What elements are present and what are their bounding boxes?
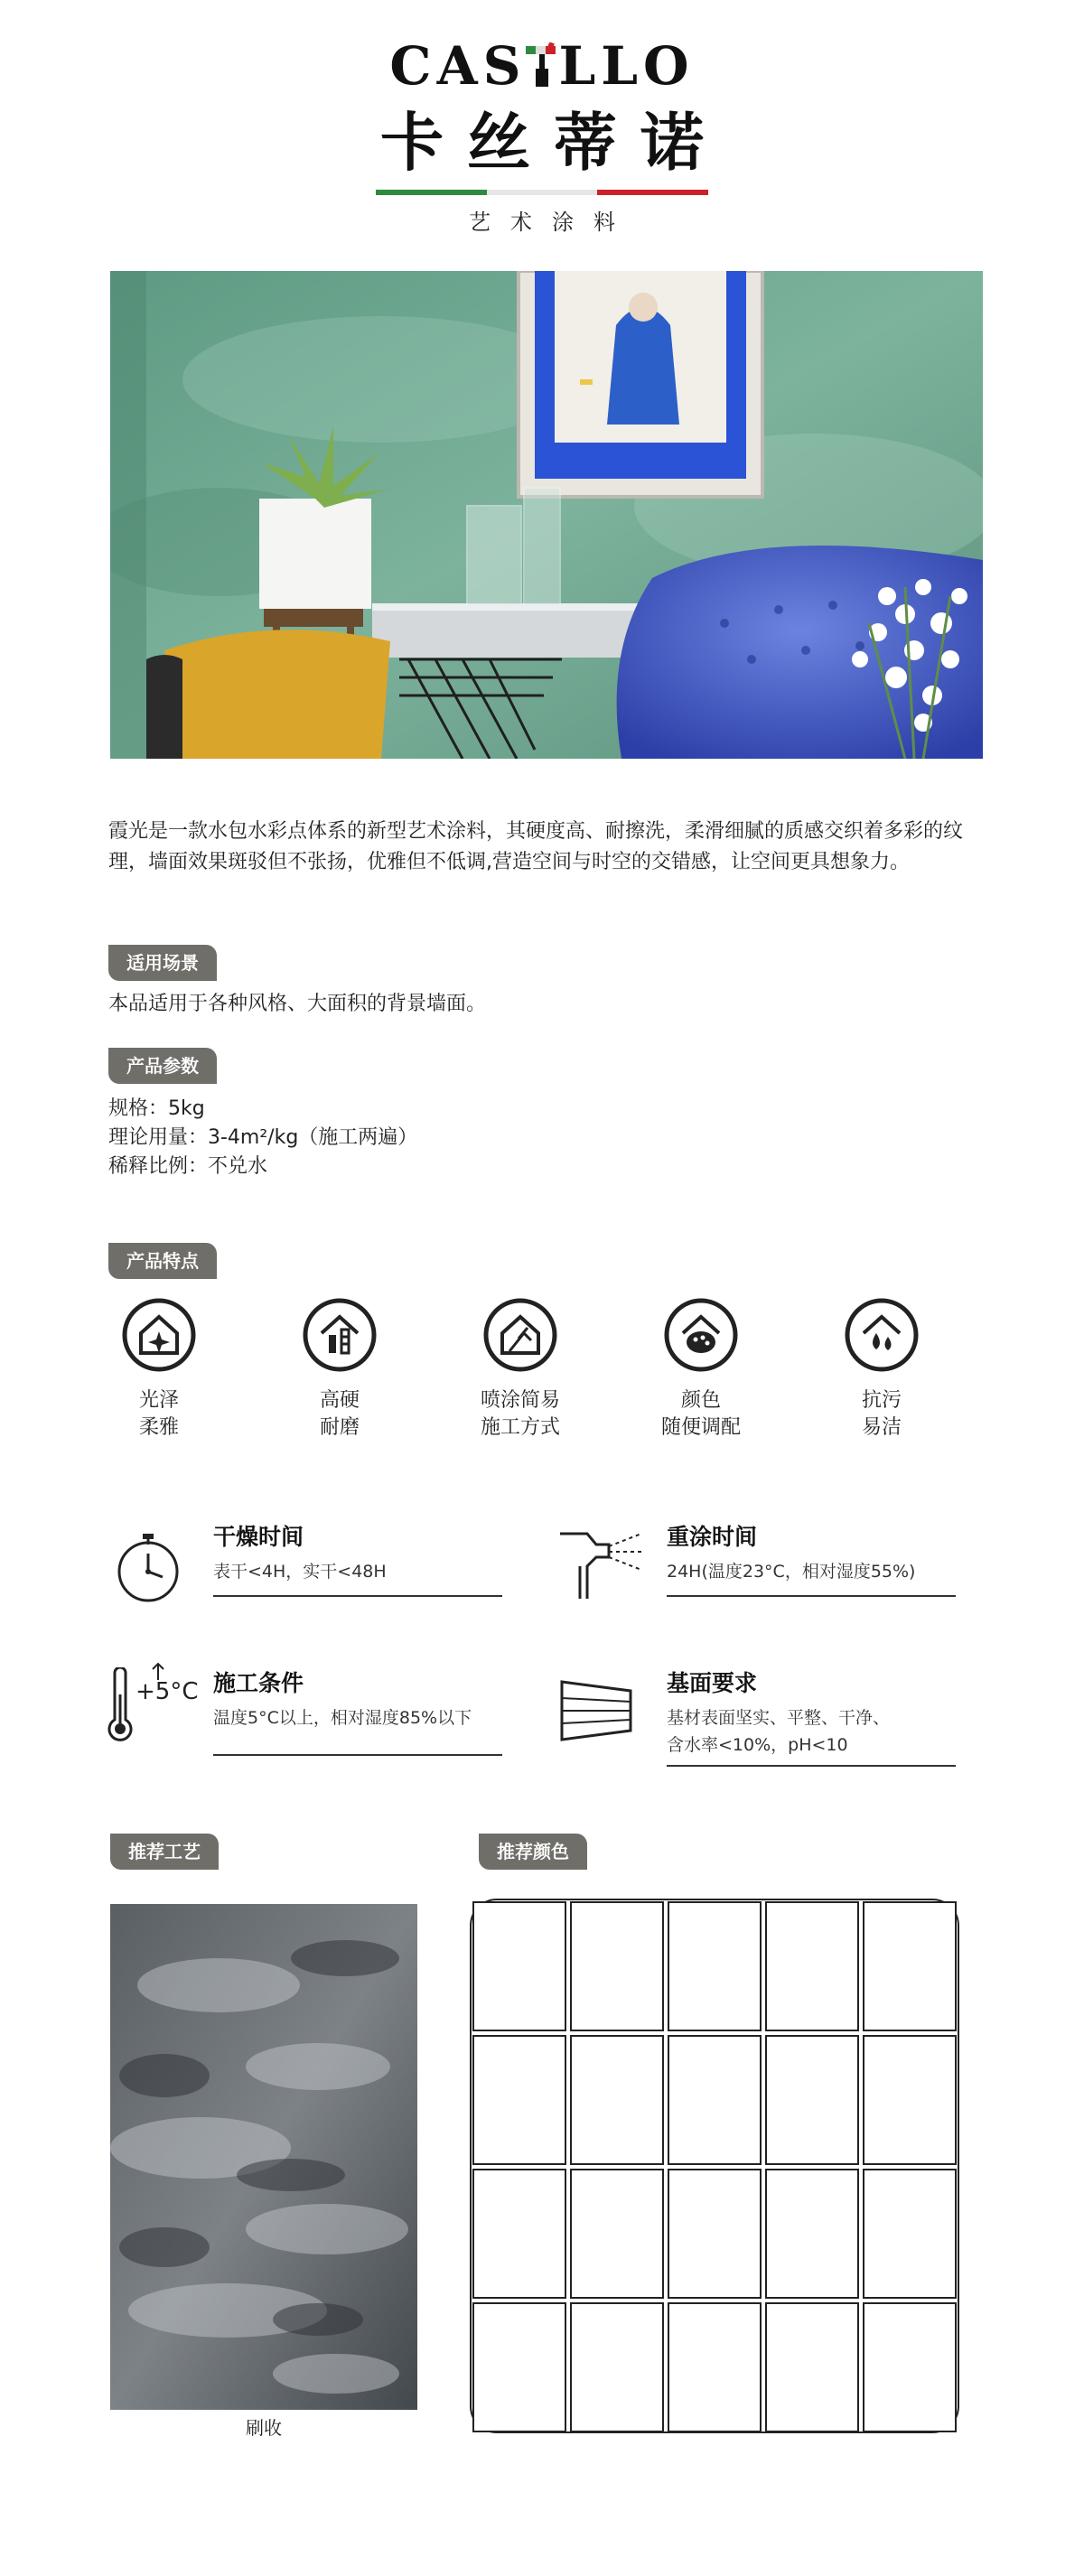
color-swatch[interactable] <box>472 1901 566 2031</box>
craft-tag: 推荐工艺 <box>110 1834 219 1870</box>
feature-line2: 柔雅 <box>138 1416 179 1439</box>
spec-underline <box>213 1754 502 1756</box>
wall-surface-icon <box>558 1673 634 1750</box>
color-swatch[interactable] <box>570 2169 664 2299</box>
color-swatch[interactable] <box>668 2169 762 2299</box>
color-swatch[interactable] <box>472 2035 566 2165</box>
drops-house-icon <box>844 1297 920 1373</box>
color-swatch[interactable] <box>765 2302 859 2432</box>
feature-line1: 高硬 <box>319 1389 360 1412</box>
room-interior-image <box>110 271 983 759</box>
spec-title: 干燥时间 <box>213 1524 304 1550</box>
color-swatch[interactable] <box>668 2035 762 2165</box>
brand-logo <box>0 36 1084 236</box>
feature-item <box>448 1297 593 1442</box>
palette-house-icon <box>663 1297 739 1373</box>
feature-item <box>809 1297 954 1442</box>
spec-title: 施工条件 <box>213 1670 304 1696</box>
color-swatch[interactable] <box>863 2302 957 2432</box>
brand-latin-name <box>0 36 1084 101</box>
spec-detail: 温度5°C以上，相对湿度85%以下 <box>213 1708 472 1728</box>
craft-caption: 刷收 <box>246 2417 282 2439</box>
color-swatch[interactable] <box>765 2169 859 2299</box>
feature-line2: 耐磨 <box>319 1416 360 1439</box>
spec-recoat-time <box>667 1523 1046 1584</box>
param-dilution: 稀释比例：不兑水 <box>108 1155 268 1178</box>
stopwatch-icon <box>112 1528 184 1610</box>
color-swatch[interactable] <box>668 1901 762 2031</box>
color-swatch[interactable] <box>765 2035 859 2165</box>
scene-text: 本品适用于各种风格、大面积的背景墙面。 <box>108 993 487 1015</box>
feature-item <box>267 1297 412 1442</box>
feature-item <box>629 1297 773 1442</box>
feature-line2: 随便调配 <box>660 1416 741 1439</box>
feature-line2: 易洁 <box>861 1416 902 1439</box>
param-coverage: 理论用量：3-4m²/kg（施工两遍） <box>108 1126 418 1149</box>
spec-base-requirements <box>667 1669 1046 1758</box>
color-swatch[interactable] <box>472 2169 566 2299</box>
brand-chinese-name: 卡丝蒂诺 <box>380 105 727 180</box>
color-swatch[interactable] <box>570 2302 664 2432</box>
color-swatch[interactable] <box>863 1901 957 2031</box>
color-swatch[interactable] <box>863 2169 957 2299</box>
temperature-label: +5°C <box>136 1678 199 1705</box>
feature-line1: 光泽 <box>138 1389 179 1412</box>
paint-brush-i-icon <box>526 42 558 101</box>
color-swatch[interactable] <box>472 2302 566 2432</box>
color-swatch[interactable] <box>668 2302 762 2432</box>
color-swatch[interactable] <box>570 2035 664 2165</box>
spec-conditions <box>213 1669 593 1731</box>
brand-latin-right: LLO <box>558 35 695 97</box>
brand-tagline: 艺术涂料 <box>469 210 635 235</box>
thermometer-icon <box>107 1667 134 1749</box>
feature-line1: 喷涂简易 <box>480 1389 560 1412</box>
spec-detail: 表干<4H，实干<48H <box>213 1562 387 1582</box>
color-swatch[interactable] <box>765 1901 859 2031</box>
spec-underline <box>667 1765 956 1767</box>
spec-underline <box>667 1595 956 1597</box>
colors-tag: 推荐颜色 <box>479 1834 587 1870</box>
tricolor-rule <box>376 190 708 195</box>
spec-detail-2: 含水率<10%，pH<10 <box>667 1735 848 1755</box>
feature-line2: 施工方式 <box>480 1416 560 1439</box>
sparkle-house-icon <box>121 1297 197 1373</box>
hardness-house-icon <box>302 1297 378 1373</box>
spec-detail: 24H(温度23°C，相对湿度55%) <box>667 1562 916 1582</box>
feature-item <box>87 1297 231 1442</box>
features-tag: 产品特点 <box>108 1243 217 1279</box>
feature-line1: 抗污 <box>861 1389 902 1412</box>
spec-underline <box>213 1595 502 1597</box>
brand-latin-left: CAS <box>389 35 527 97</box>
spec-title: 基面要求 <box>667 1670 758 1696</box>
texture-sample-image <box>110 1904 417 2410</box>
feature-line1: 颜色 <box>680 1389 721 1412</box>
spray-gun-icon <box>556 1521 647 1606</box>
spec-dry-time <box>213 1523 593 1584</box>
scene-tag: 适用场景 <box>108 945 217 981</box>
params-tag: 产品参数 <box>108 1048 217 1084</box>
color-swatch[interactable] <box>570 1901 664 2031</box>
spec-detail: 基材表面坚实、平整、干净、 <box>667 1708 891 1728</box>
color-swatch-grid <box>470 1899 959 2433</box>
color-swatch[interactable] <box>863 2035 957 2165</box>
spray-house-icon <box>482 1297 558 1373</box>
spec-title: 重涂时间 <box>667 1524 758 1550</box>
product-intro: 霞光是一款水包水彩点体系的新型艺术涂料，其硬度高、耐擦洗，柔滑细腻的质感交织着多彩的纹理，墙面效果斑驳但不张扬，优雅但不低调,营造空间与时空的交错感，让空间更具想象力。 <box>108 820 964 873</box>
param-spec: 规格：5kg <box>108 1097 205 1120</box>
up-arrow-icon <box>152 1662 164 1684</box>
